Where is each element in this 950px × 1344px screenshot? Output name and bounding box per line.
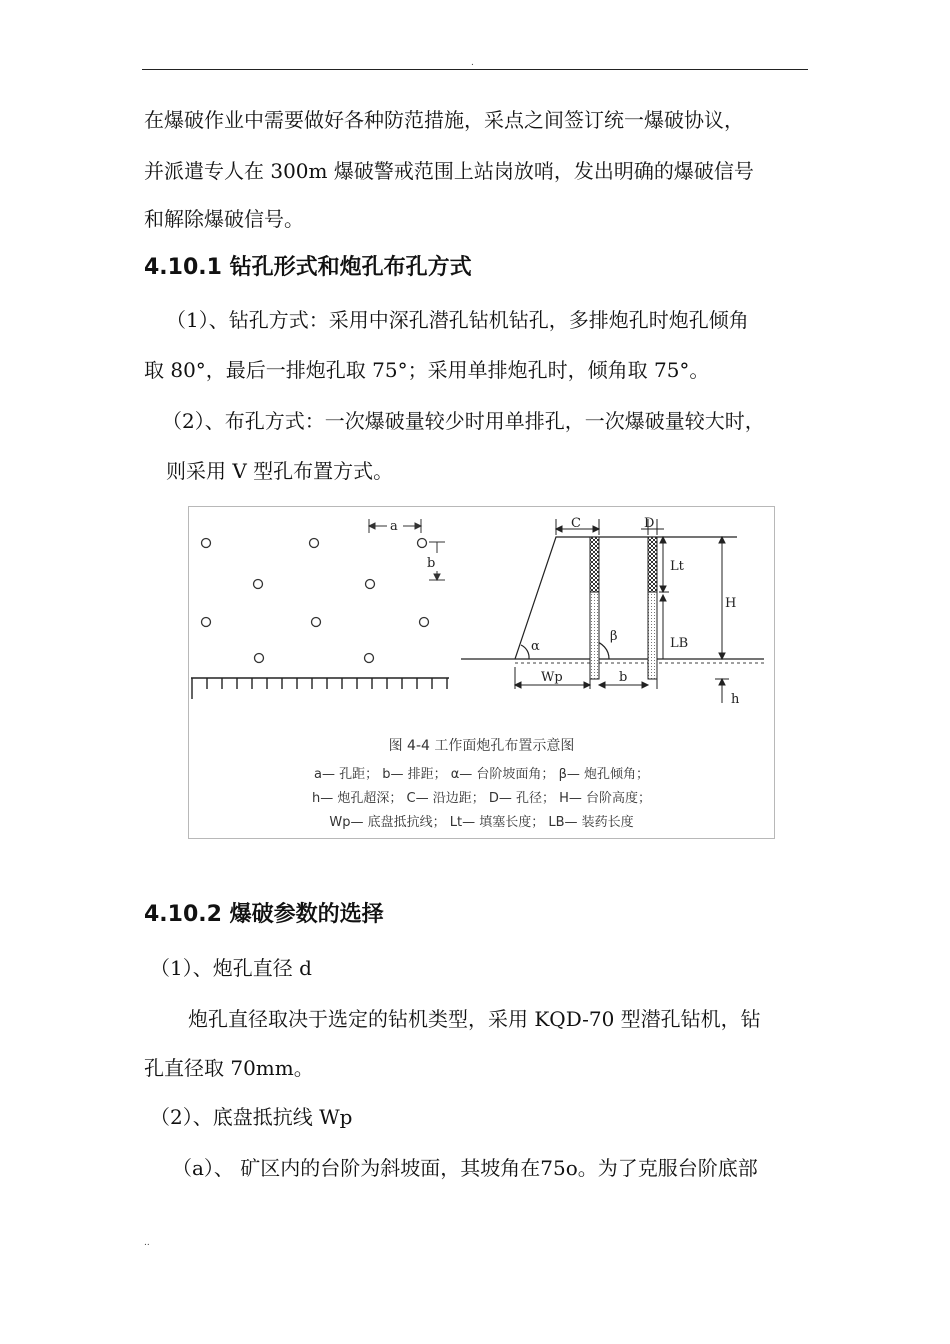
hole-marker [255,654,264,663]
paragraph-line: （2）、布孔方式：一次爆破量较少时用单排孔，一次爆破量较大时， [162,409,765,433]
hole-marker [310,539,319,548]
header-rule [142,69,808,70]
figure-caption-line: a— 孔距； b— 排距； α— 台阶坡面角； β— 炮孔倾角； [313,767,649,782]
figure-caption-title: 图 4-4 工作面炮孔布置示意图 [388,738,575,754]
label-a: a [390,519,398,534]
label-c: C [571,516,581,531]
hole-marker [365,654,374,663]
label-wp: Wp [541,670,563,685]
label-beta: β [610,629,618,644]
figure-caption-line: Wp— 底盘抵抗线； Lt— 填塞长度； LB— 装药长度 [329,815,634,830]
paragraph-line: 孔直径取 70mm。 [144,1056,314,1080]
hole-marker [420,618,429,627]
label-alpha: α [531,639,540,654]
footer-mark: .. [144,1238,150,1248]
hole-marker [418,539,427,548]
figure-caption-line: h— 炮孔超深； C— 沿边距； D— 孔径； H— 台阶高度； [311,791,652,806]
label-h-lower: h [731,692,740,707]
label-lb: LB [670,636,689,651]
paragraph-line: 取 80°，最后一排炮孔取 75°；采用单排炮孔时，倾角取 75°。 [144,358,710,382]
header-mark: . [471,58,474,68]
paragraph-line: （1）、炮孔直径 d [150,956,312,980]
hole-marker [202,618,211,627]
paragraph-line: （a）、 矿区内的台阶为斜坡面，其坡角在75o。为了克服台阶底部 [172,1156,758,1180]
hole-marker [312,618,321,627]
label-b-right: b [619,670,628,685]
paragraph-line: 则采用 V 型孔布置方式。 [166,459,394,483]
label-d: D [644,516,655,531]
hole-marker [202,539,211,548]
hole-marker [366,580,375,589]
label-lt: Lt [670,559,684,574]
paragraph-line: 炮孔直径取决于选定的钻机类型，采用 KQD-70 型潜孔钻机，钻 [188,1007,761,1031]
paragraph-line: （2）、底盘抵抗线 Wp [150,1105,353,1129]
paragraph-line: 在爆破作业中需要做好各种防范措施，采点之间签订统一爆破协议， [144,108,744,132]
section-heading-4-10-1: 4.10.1 钻孔形式和炮孔布孔方式 [144,255,472,280]
section-heading-4-10-2: 4.10.2 爆破参数的选择 [144,902,384,927]
blasthole-layout-figure [188,506,775,839]
paragraph-line: （1）、钻孔方式：采用中深孔潜孔钻机钻孔，多排炮孔时炮孔倾角 [166,308,749,332]
label-h-upper: H [725,596,737,611]
paragraph-line: 并派遣专人在 300m 爆破警戒范围上站岗放哨，发出明确的爆破信号 [144,159,754,183]
hole-marker [254,580,263,589]
paragraph-line: 和解除爆破信号。 [144,207,304,231]
label-b-left: b [427,556,436,571]
